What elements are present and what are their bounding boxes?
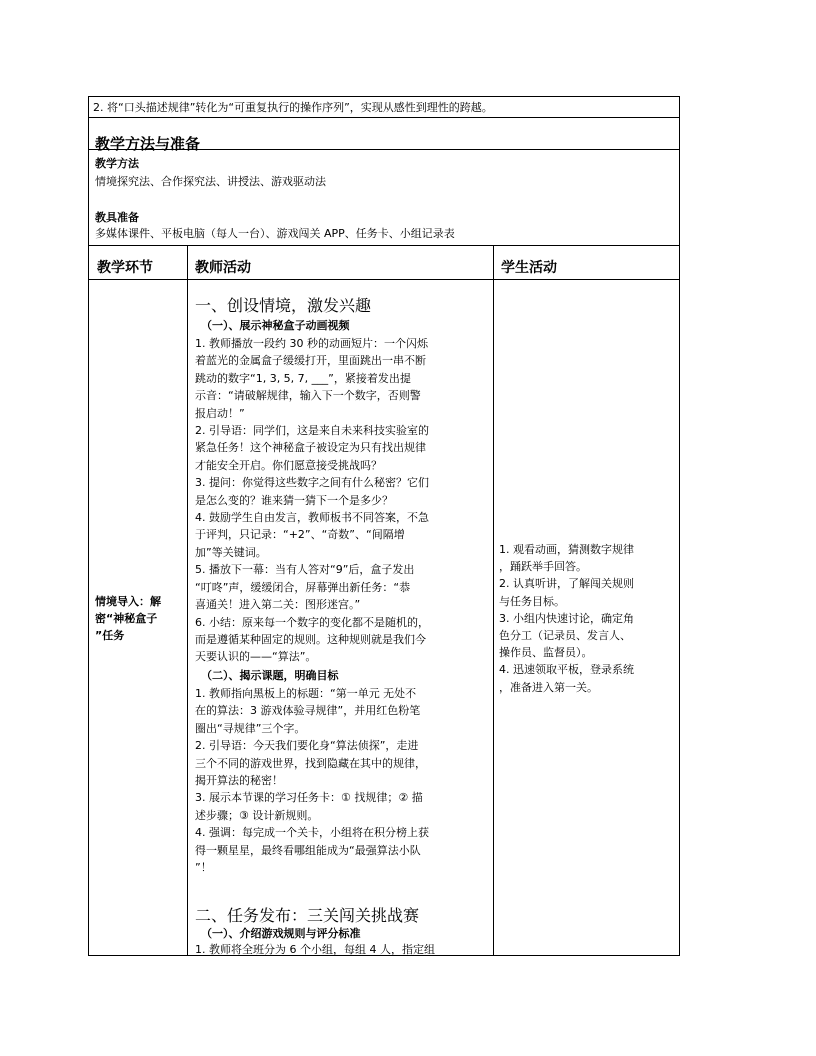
text-line: 5. 播放下一幕：当有人答对“9”后，盒子发出 bbox=[195, 563, 415, 577]
text-line: 与任务目标。 bbox=[499, 594, 565, 608]
stage-line: 密“神秘盒子 bbox=[95, 612, 158, 625]
text-line: 操作员、监督员）。 bbox=[499, 646, 593, 660]
text-line: “叮咚”声，缓缓闭合，屏幕弹出新任务：“恭 bbox=[195, 580, 411, 594]
text-line: 3. 展示本节课的学习任务卡：① 找规律；② 描 bbox=[195, 791, 423, 805]
stage-line: 情境导入：解 bbox=[95, 595, 161, 608]
tools-heading: 教具准备 bbox=[95, 211, 139, 224]
text-line: 2. 认真听讲，了解闯关规则 bbox=[499, 577, 634, 591]
methods-heading: 教学方法 bbox=[95, 157, 139, 170]
row-divider bbox=[89, 279, 679, 280]
text-line: 示音：“请破解规律，输入下一个数字，否则警 bbox=[195, 389, 421, 403]
stage-line: ”任务 bbox=[95, 629, 125, 642]
header-student: 学生活动 bbox=[501, 260, 557, 276]
student-activity bbox=[499, 541, 634, 696]
column-divider bbox=[493, 245, 494, 955]
text-line: 色分工（记录员、发言人、 bbox=[499, 629, 631, 643]
header-stage: 教学环节 bbox=[97, 260, 153, 276]
teacher-paragraph-1 bbox=[195, 335, 429, 666]
text-line: 2. 引导语：同学们，这是来自未来科技实验室的 bbox=[195, 424, 429, 438]
text-line: 3. 提问：你觉得这些数字之间有什么秘密？它们 bbox=[195, 476, 429, 490]
text-line: 三个不同的游戏世界，找到隐藏在其中的规律， bbox=[195, 756, 426, 770]
part1-title: 一、创设情境，激发兴趣 bbox=[195, 296, 372, 315]
part2-title: 二、任务发布：三关闯关挑战赛 bbox=[195, 906, 420, 925]
text-line: 于评判，只记录：“+2”、“奇数”、“间隔增 bbox=[195, 528, 405, 542]
text-line: ，踊跃举手回答。 bbox=[499, 560, 587, 574]
lesson-plan-table bbox=[88, 96, 680, 956]
text-line: 1. 教师播放一段约 30 秒的动画短片：一个闪烁 bbox=[195, 337, 428, 350]
text-line: 圈出“寻规律”三个字。 bbox=[195, 721, 306, 735]
sub-heading: （一）、介绍游戏规则与评分标准 bbox=[201, 927, 361, 940]
text-line: 在的算法：3 游戏体验寻规律”，并用红色粉笔 bbox=[195, 704, 421, 718]
text-line: 而是遵循某种固定的规则。这种规则就是我们今 bbox=[195, 632, 426, 646]
text-line: 天要认识的——“算法”。 bbox=[195, 650, 317, 664]
text-line: 3. 小组内快速讨论，确定角 bbox=[499, 611, 634, 625]
column-divider bbox=[187, 245, 188, 955]
text-line: ”！ bbox=[195, 861, 212, 875]
text-line: 2. 引导语：今天我们要化身“算法侦探”，走进 bbox=[195, 739, 419, 753]
section-title: 教学方法与准备 bbox=[95, 135, 201, 153]
text-line: 得一颗星星，最终看哪组能成为“最强算法小队 bbox=[195, 843, 421, 857]
sub-heading: （二）、揭示课题，明确目标 bbox=[201, 669, 339, 682]
sub-heading: （一）、展示神秘盒子动画视频 bbox=[201, 319, 350, 332]
text-line: 喜通关！进入第二关：图形迷宫。” bbox=[195, 598, 361, 612]
row-divider bbox=[89, 245, 679, 246]
header-teacher: 教师活动 bbox=[195, 260, 251, 276]
text-line: 4. 鼓励学生自由发言，教师板书不同答案，不急 bbox=[195, 511, 429, 525]
text-line: 加”等关键词。 bbox=[195, 545, 267, 559]
text-line: 6. 小结：原来每一个数字的变化都不是随机的， bbox=[195, 615, 429, 629]
text-line: 报启动！” bbox=[195, 406, 245, 420]
text-line: 才能安全开启。你们愿意接受挑战吗？ bbox=[195, 458, 382, 472]
text-line: 1. 观看动画，猜测数字规律 bbox=[499, 543, 634, 556]
row-divider bbox=[89, 117, 679, 118]
text-line: 1. 教师将全班分为 6 个小组，每组 4 人，指定组 bbox=[195, 943, 435, 956]
text-line: 4. 强调：每完成一个关卡，小组将在积分榜上获 bbox=[195, 826, 429, 840]
tools-text: 多媒体课件、平板电脑（每人一台）、游戏闯关 APP、任务卡、小组记录表 bbox=[95, 227, 455, 240]
text-line: 揭开算法的秘密！ bbox=[195, 774, 283, 788]
teacher-paragraph-3 bbox=[195, 941, 435, 958]
text-line: 述步骤；③ 设计新规则。 bbox=[195, 808, 319, 822]
objective-text: 2. 将“口头描述规律”转化为“可重复执行的操作序列”，实现从感性到理性的跨越。 bbox=[93, 101, 493, 114]
text-line: ，准备进入第一关。 bbox=[499, 680, 598, 694]
teacher-paragraph-2 bbox=[195, 685, 429, 876]
text-line: 4. 迅速领取平板，登录系统 bbox=[499, 663, 634, 677]
text-line: 是怎么变的？谁来猜一猜下一个是多少？ bbox=[195, 493, 393, 507]
stage-cell bbox=[95, 593, 161, 644]
text-line: 跳动的数字“1, 3, 5, 7, ___”，紧接着发出提 bbox=[195, 371, 411, 385]
text-line: 紧急任务！这个神秘盒子被设定为只有找出规律 bbox=[195, 441, 426, 455]
methods-text: 情境探究法、合作探究法、讲授法、游戏驱动法 bbox=[95, 175, 326, 188]
text-line: 1. 教师指向黑板上的标题：“第一单元 无处不 bbox=[195, 687, 417, 700]
text-line: 着蓝光的金属盒子缓缓打开，里面跳出一串不断 bbox=[195, 354, 426, 368]
